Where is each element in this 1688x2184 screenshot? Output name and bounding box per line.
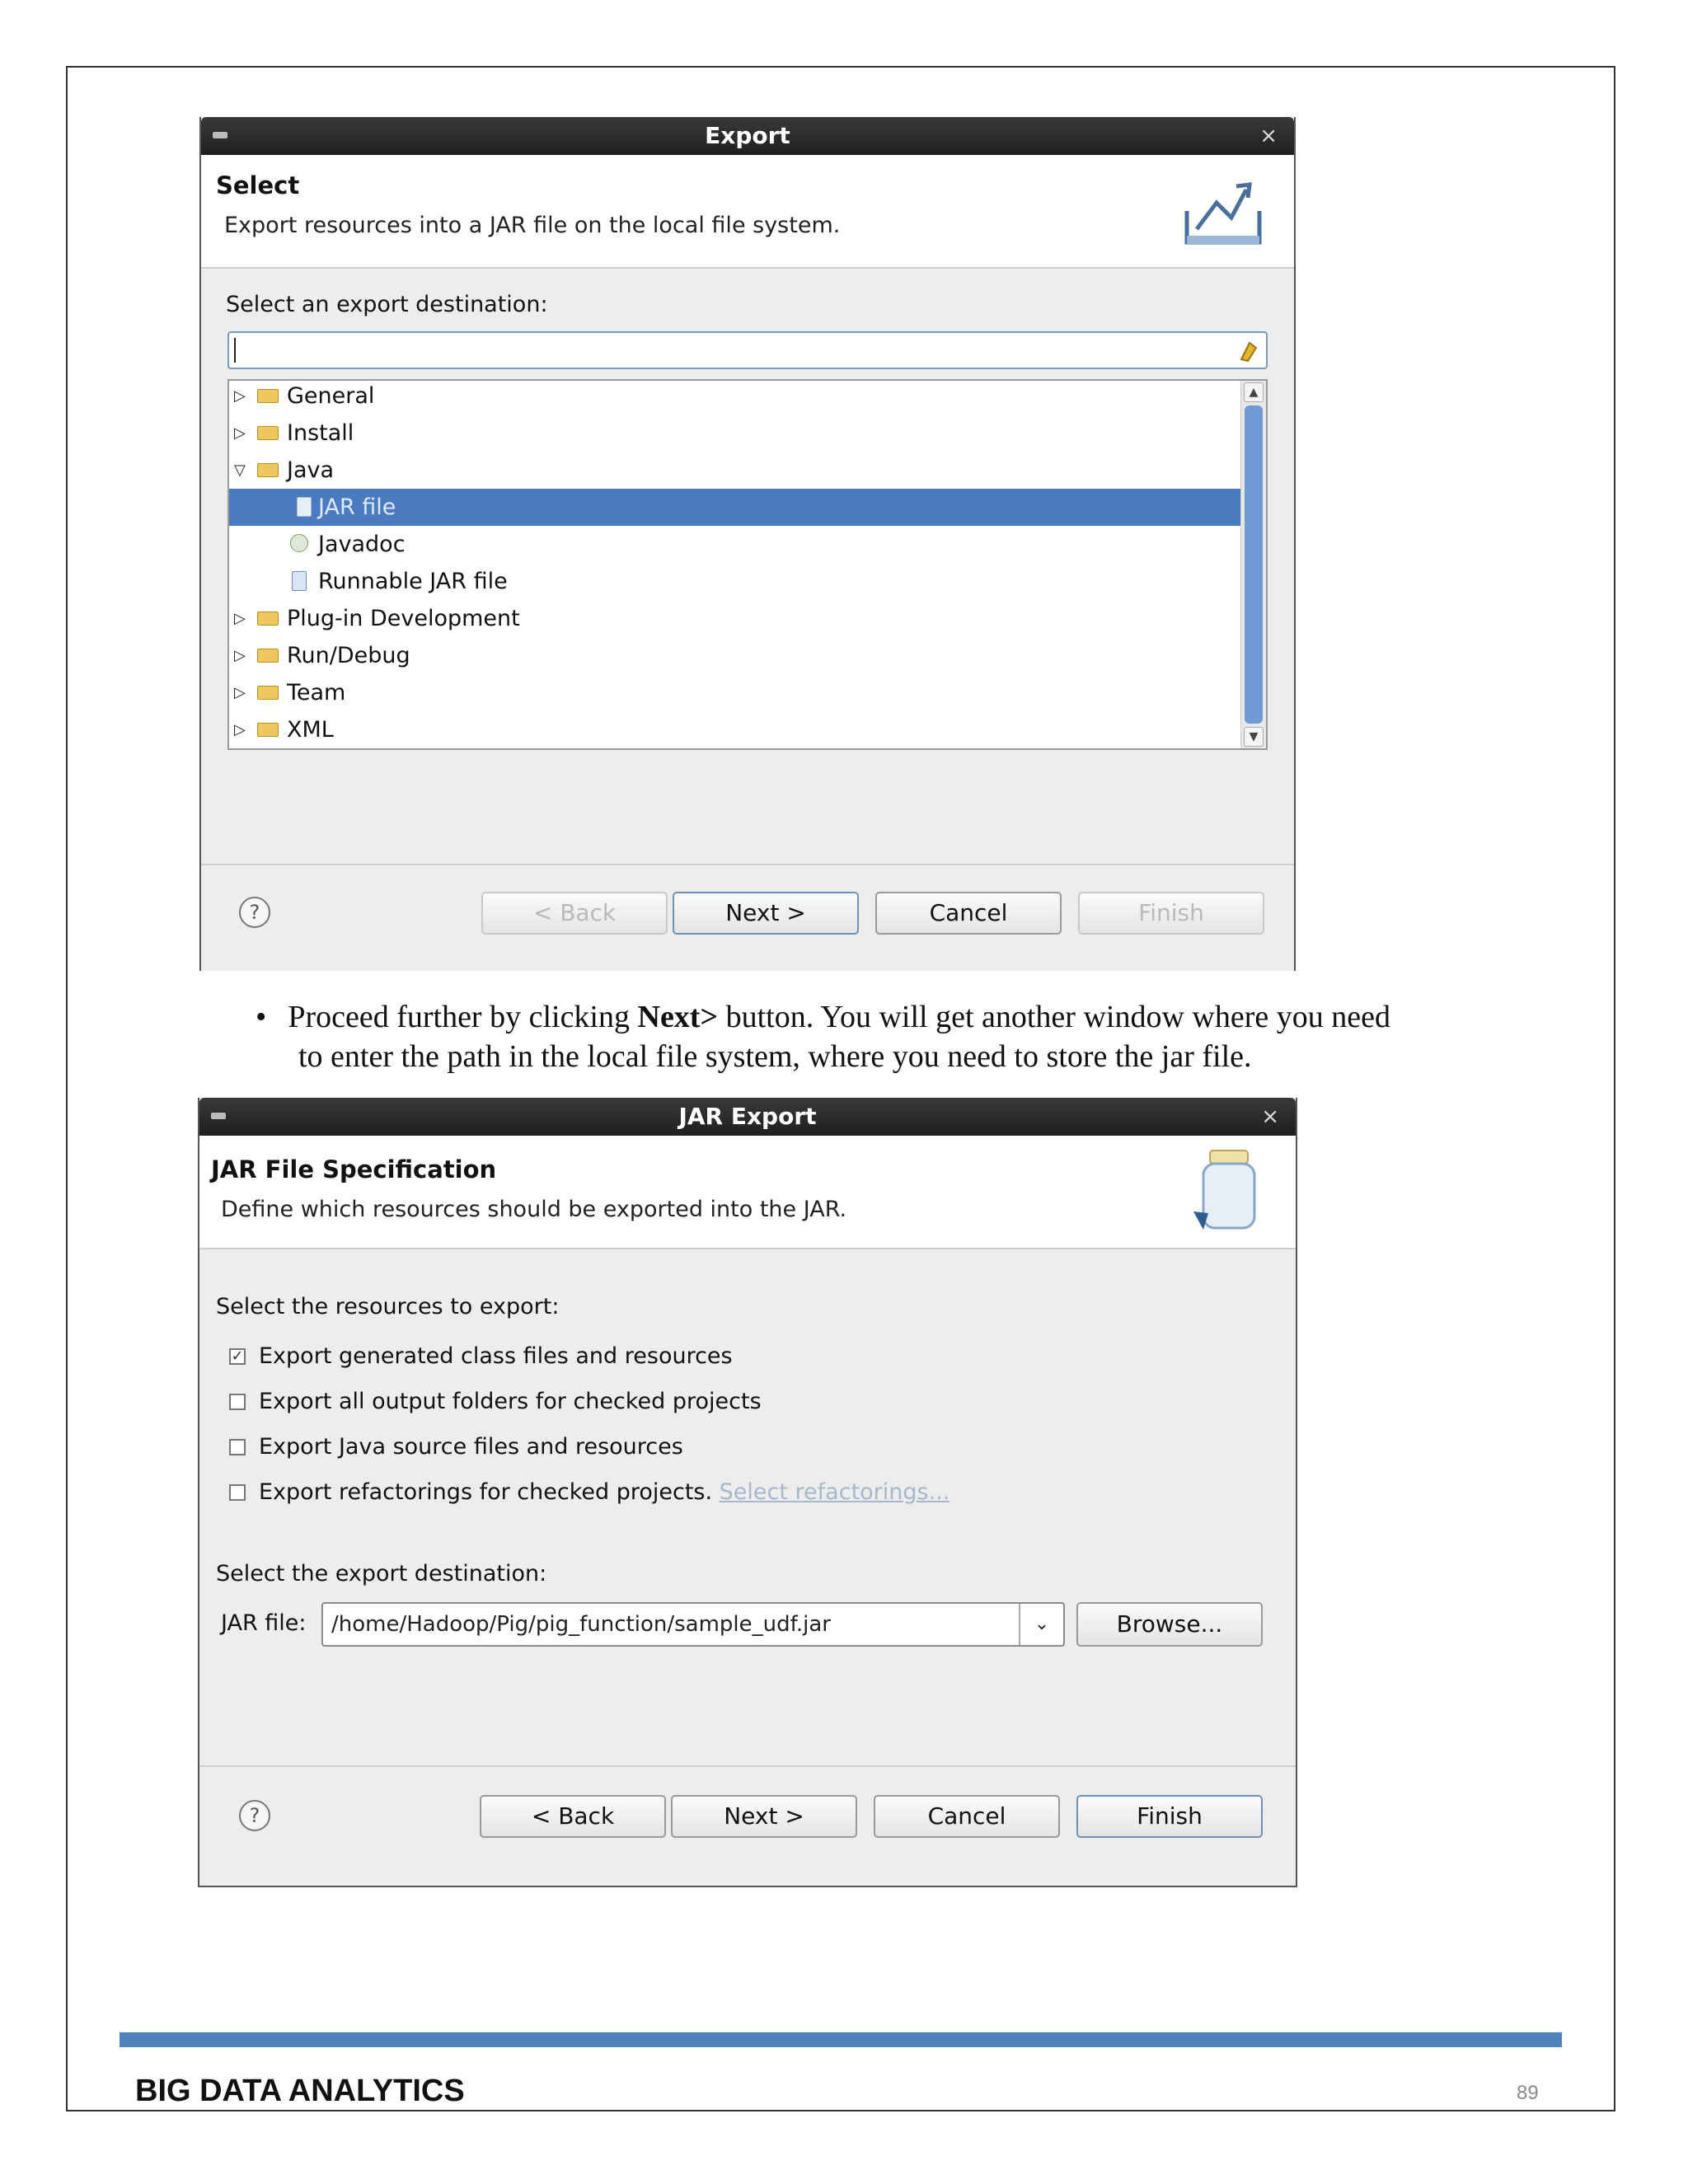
- tree-item-team[interactable]: [229, 674, 1241, 711]
- checkbox-label: Export Java source files and resources: [259, 1434, 683, 1460]
- jar-titlebar: [199, 1098, 1296, 1136]
- expand-icon[interactable]: ▷: [234, 684, 246, 701]
- jar-button-separator: [199, 1765, 1296, 1767]
- help-icon[interactable]: ?: [239, 897, 270, 928]
- close-icon[interactable]: ×: [1259, 124, 1278, 148]
- jar-file-icon: [297, 497, 312, 517]
- help-icon[interactable]: ?: [239, 1800, 270, 1831]
- instruction-bold: Next>: [637, 1000, 719, 1034]
- export-banner-icon: [1182, 178, 1264, 247]
- page-number: 89: [1517, 2082, 1539, 2104]
- runnable-jar-icon: [292, 571, 307, 591]
- finish-button[interactable]: Finish: [1076, 1795, 1263, 1838]
- export-destination-tree[interactable]: [227, 379, 1268, 750]
- export-header: [201, 155, 1294, 269]
- tree-item-runnable-jar[interactable]: [229, 563, 1241, 600]
- chevron-down-icon[interactable]: ⌄: [1019, 1604, 1063, 1645]
- next-button[interactable]: Next >: [671, 1795, 857, 1838]
- jar-export-dialog: [198, 1098, 1297, 1887]
- tree-item-label: Team: [287, 680, 346, 705]
- tree-item-general[interactable]: [229, 379, 1241, 415]
- scroll-thumb[interactable]: [1245, 405, 1263, 724]
- browse-button[interactable]: Browse...: [1076, 1602, 1263, 1647]
- cancel-button[interactable]: Cancel: [874, 1795, 1060, 1838]
- checkbox-label: Export refactorings for checked projects.: [259, 1479, 713, 1505]
- jar-header: [199, 1136, 1296, 1249]
- tree-item-label: Plug-in Development: [287, 606, 520, 631]
- checkbox-label: Export all output folders for checked projects: [259, 1389, 762, 1414]
- finish-button[interactable]: Finish: [1078, 892, 1264, 935]
- next-button[interactable]: Next >: [673, 892, 859, 935]
- expand-icon[interactable]: ▷: [234, 647, 246, 664]
- expand-icon[interactable]: ▷: [234, 721, 246, 738]
- expand-icon[interactable]: ▷: [234, 387, 246, 405]
- tree-item-jar-file[interactable]: [229, 489, 1241, 526]
- tree-item-install[interactable]: [229, 415, 1241, 452]
- scroll-up-icon[interactable]: ▲: [1244, 382, 1264, 402]
- folder-icon: [257, 649, 279, 663]
- collapse-icon[interactable]: ▽: [234, 462, 246, 479]
- checkbox-icon[interactable]: [229, 1439, 246, 1455]
- clear-filter-icon[interactable]: [1238, 340, 1259, 363]
- export-destination-label: Select an export destination:: [226, 292, 548, 317]
- checkbox-label-row: [259, 1479, 950, 1505]
- folder-icon: [257, 723, 279, 737]
- folder-icon: [257, 426, 279, 440]
- instruction-text-after: button. You will get another window where you need: [718, 1000, 1390, 1034]
- tree-item-label: Runnable JAR file: [318, 569, 508, 594]
- export-titlebar: [201, 117, 1294, 155]
- scroll-down-icon[interactable]: ▼: [1244, 727, 1264, 747]
- tree-item-label: Run/Debug: [287, 643, 410, 668]
- tree-item-label: Java: [287, 457, 335, 483]
- tree-item-xml[interactable]: [229, 711, 1241, 748]
- export-section-title: Select: [216, 171, 300, 199]
- footer-title: BIG DATA ANALYTICS: [135, 2074, 465, 2108]
- checkbox-label: Export generated class files and resources: [259, 1343, 733, 1369]
- close-icon[interactable]: ×: [1261, 1104, 1279, 1129]
- jar-file-combo[interactable]: [321, 1602, 1065, 1647]
- folder-icon: [257, 686, 279, 700]
- export-filter-input[interactable]: [227, 331, 1268, 369]
- instruction-continuation: to enter the path in the local file system, where you need to store the jar file.: [298, 1039, 1252, 1074]
- expand-icon[interactable]: ▷: [234, 424, 246, 442]
- tree-item-label: Install: [287, 420, 354, 446]
- tree-item-plugin-development[interactable]: [229, 600, 1241, 637]
- jar-file-label: JAR file:: [221, 1610, 307, 1636]
- jar-banner-icon: [1192, 1147, 1266, 1238]
- cancel-button[interactable]: Cancel: [875, 892, 1062, 935]
- instruction-line: [256, 999, 1390, 1035]
- expand-icon[interactable]: ▷: [234, 610, 246, 627]
- instruction-text-before: Proceed further by clicking: [288, 1000, 638, 1034]
- tree-item-label: JAR file: [318, 494, 396, 520]
- jar-description: Define which resources should be exported into the JAR.: [221, 1197, 847, 1222]
- tree-item-label: General: [287, 383, 375, 409]
- javadoc-icon: [290, 534, 308, 552]
- jar-file-path: /home/Hadoop/Pig/pig_function/sample_udf.jar: [331, 1612, 831, 1637]
- resources-label: Select the resources to export:: [216, 1294, 560, 1319]
- checkbox-icon[interactable]: [229, 1484, 246, 1501]
- tree-item-label: Javadoc: [318, 532, 406, 557]
- tree-item-java[interactable]: [229, 452, 1241, 489]
- jar-window-title: JAR Export: [678, 1103, 817, 1130]
- export-dialog: [199, 117, 1296, 971]
- tree-item-javadoc[interactable]: [229, 526, 1241, 563]
- jar-section-title: JAR File Specification: [211, 1155, 497, 1183]
- export-window-title: Export: [705, 122, 790, 149]
- export-description: Export resources into a JAR file on the local file system.: [224, 213, 841, 238]
- folder-icon: [257, 612, 279, 626]
- select-refactorings-link[interactable]: Select refactorings...: [719, 1479, 950, 1505]
- back-button[interactable]: < Back: [480, 1795, 666, 1838]
- tree-item-run-debug[interactable]: [229, 637, 1241, 674]
- tree-scrollbar[interactable]: [1240, 381, 1266, 748]
- footer-rule: [120, 2032, 1562, 2047]
- tree-item-label: XML: [287, 717, 334, 743]
- export-button-separator: [201, 864, 1294, 865]
- checkbox-checked-icon[interactable]: ✓: [229, 1348, 246, 1365]
- folder-open-icon: [257, 463, 279, 477]
- export-destination-label: Select the export destination:: [216, 1561, 547, 1586]
- bullet-glyph: •: [256, 1000, 267, 1034]
- folder-icon: [257, 389, 279, 403]
- checkbox-icon[interactable]: [229, 1394, 246, 1410]
- back-button[interactable]: < Back: [481, 892, 668, 935]
